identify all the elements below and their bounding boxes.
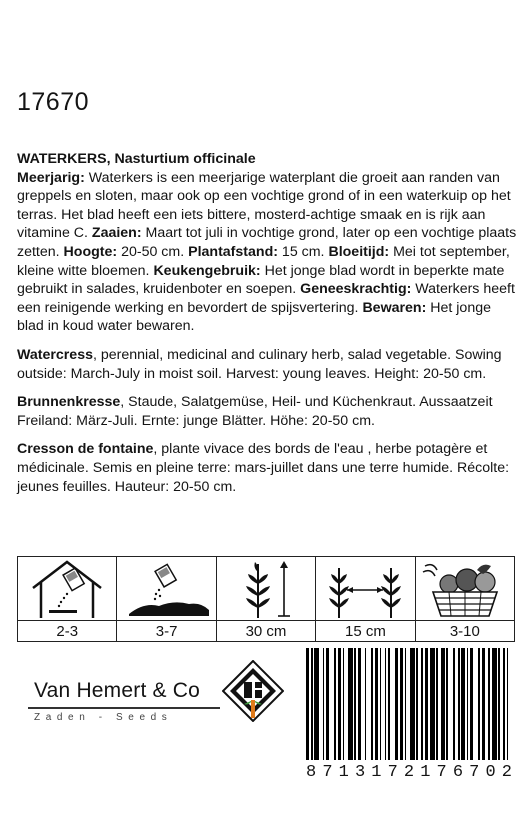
barcode-digit: 2 (403, 763, 415, 782)
barcode-digit: 6 (452, 763, 464, 782)
barcode-digit: 7 (469, 763, 480, 782)
dutch-description: Meerjarig: Waterkers is een meerjarige waterplant die groeit aan randen van greppels en sloten, maar ook op een vochtige grond of in een waterkuip op het terras. Het blad heeft een iets bittere, mosterd-achtige smaak en is rijk aan vitamine C. Zaaien: Maart tot juli in vochtige grond, later op een vochtige plaats zetten. Hoogte: 20-50 cm. Plantafstand: 15 cm. Bloeitijd: Mei tot september, kleine witte bloemen. Keukengebruik: Het jonge blad wordt in beperkte mate gebruikt in salades, kruidenboter en soepen. Geneeskrachtig: Waterkers heeft een reinigende werking en bevordert de spijsvertering. Bewaren: Het jonge blad in koud water bewaren. (17, 169, 517, 335)
barcode-digits (306, 763, 512, 782)
plant-height-icon (217, 557, 315, 621)
barcode-digit: 7 (387, 763, 398, 782)
icon-cell-spacing (316, 557, 415, 641)
brand-logo-icon (222, 660, 284, 722)
icon-cell-indoor (18, 557, 117, 641)
icon-cell-height (217, 557, 316, 641)
brand-tagline: Zaden - Seeds (34, 712, 173, 723)
barcode-space (508, 648, 511, 760)
barcode-bars (306, 648, 512, 760)
barcode-digit: 1 (371, 763, 382, 782)
dutch-title: WATERKERS, Nasturtium officinale (17, 151, 256, 167)
barcode-digit: 8 (306, 763, 317, 782)
brand-name: Van Hemert & Co (34, 679, 201, 702)
cultivation-icons-table (17, 556, 515, 642)
german-description: Brunnenkresse, Staude, Salatgemüse, Heil- und Küchenkraut. Aussaatzeit Freiland: März-Juli. Ernte: junge Blätter. Höhe: 20-50 cm. (17, 394, 493, 429)
icon-cell-outdoor (117, 557, 216, 641)
barcode-digit: 7 (436, 763, 447, 782)
plant-spacing-icon (316, 557, 414, 621)
sowing-outdoor-icon (117, 557, 215, 621)
french-description: Cresson de fontaine, plante vivace des bords de l'eau , herbe potagère et médicinale. Semis en pleine terre: mars-juillet dans une terre humide. Récolte: jeunes feuilles. Hauteur: 20-50 cm. (17, 441, 510, 495)
harvest-basket-icon (416, 557, 514, 621)
icon-label: 3-10 (449, 622, 480, 640)
barcode-digit: 7 (322, 763, 333, 782)
barcode (306, 648, 512, 782)
icon-label: 2-3 (56, 622, 79, 640)
brand-divider (28, 707, 220, 709)
barcode-digit: 2 (501, 763, 512, 782)
icon-cell-harvest (416, 557, 514, 641)
english-description: Watercress, perennial, medicinal and culinary herb, salad vegetable. Sowing outside: March-July in moist soil. Harvest: young leaves. Height: 20-50 cm. (17, 346, 502, 382)
barcode-digit: 3 (354, 763, 366, 782)
product-code: 17670 (17, 88, 90, 116)
barcode-digit: 1 (338, 763, 349, 782)
icon-label: 3-7 (155, 622, 178, 640)
icon-label: 30 cm (245, 622, 287, 640)
barcode-digit: 0 (485, 763, 496, 782)
barcode-digit: 1 (420, 763, 431, 782)
description (17, 150, 517, 506)
sowing-indoor-icon (18, 557, 116, 621)
icon-label: 15 cm (344, 622, 386, 640)
